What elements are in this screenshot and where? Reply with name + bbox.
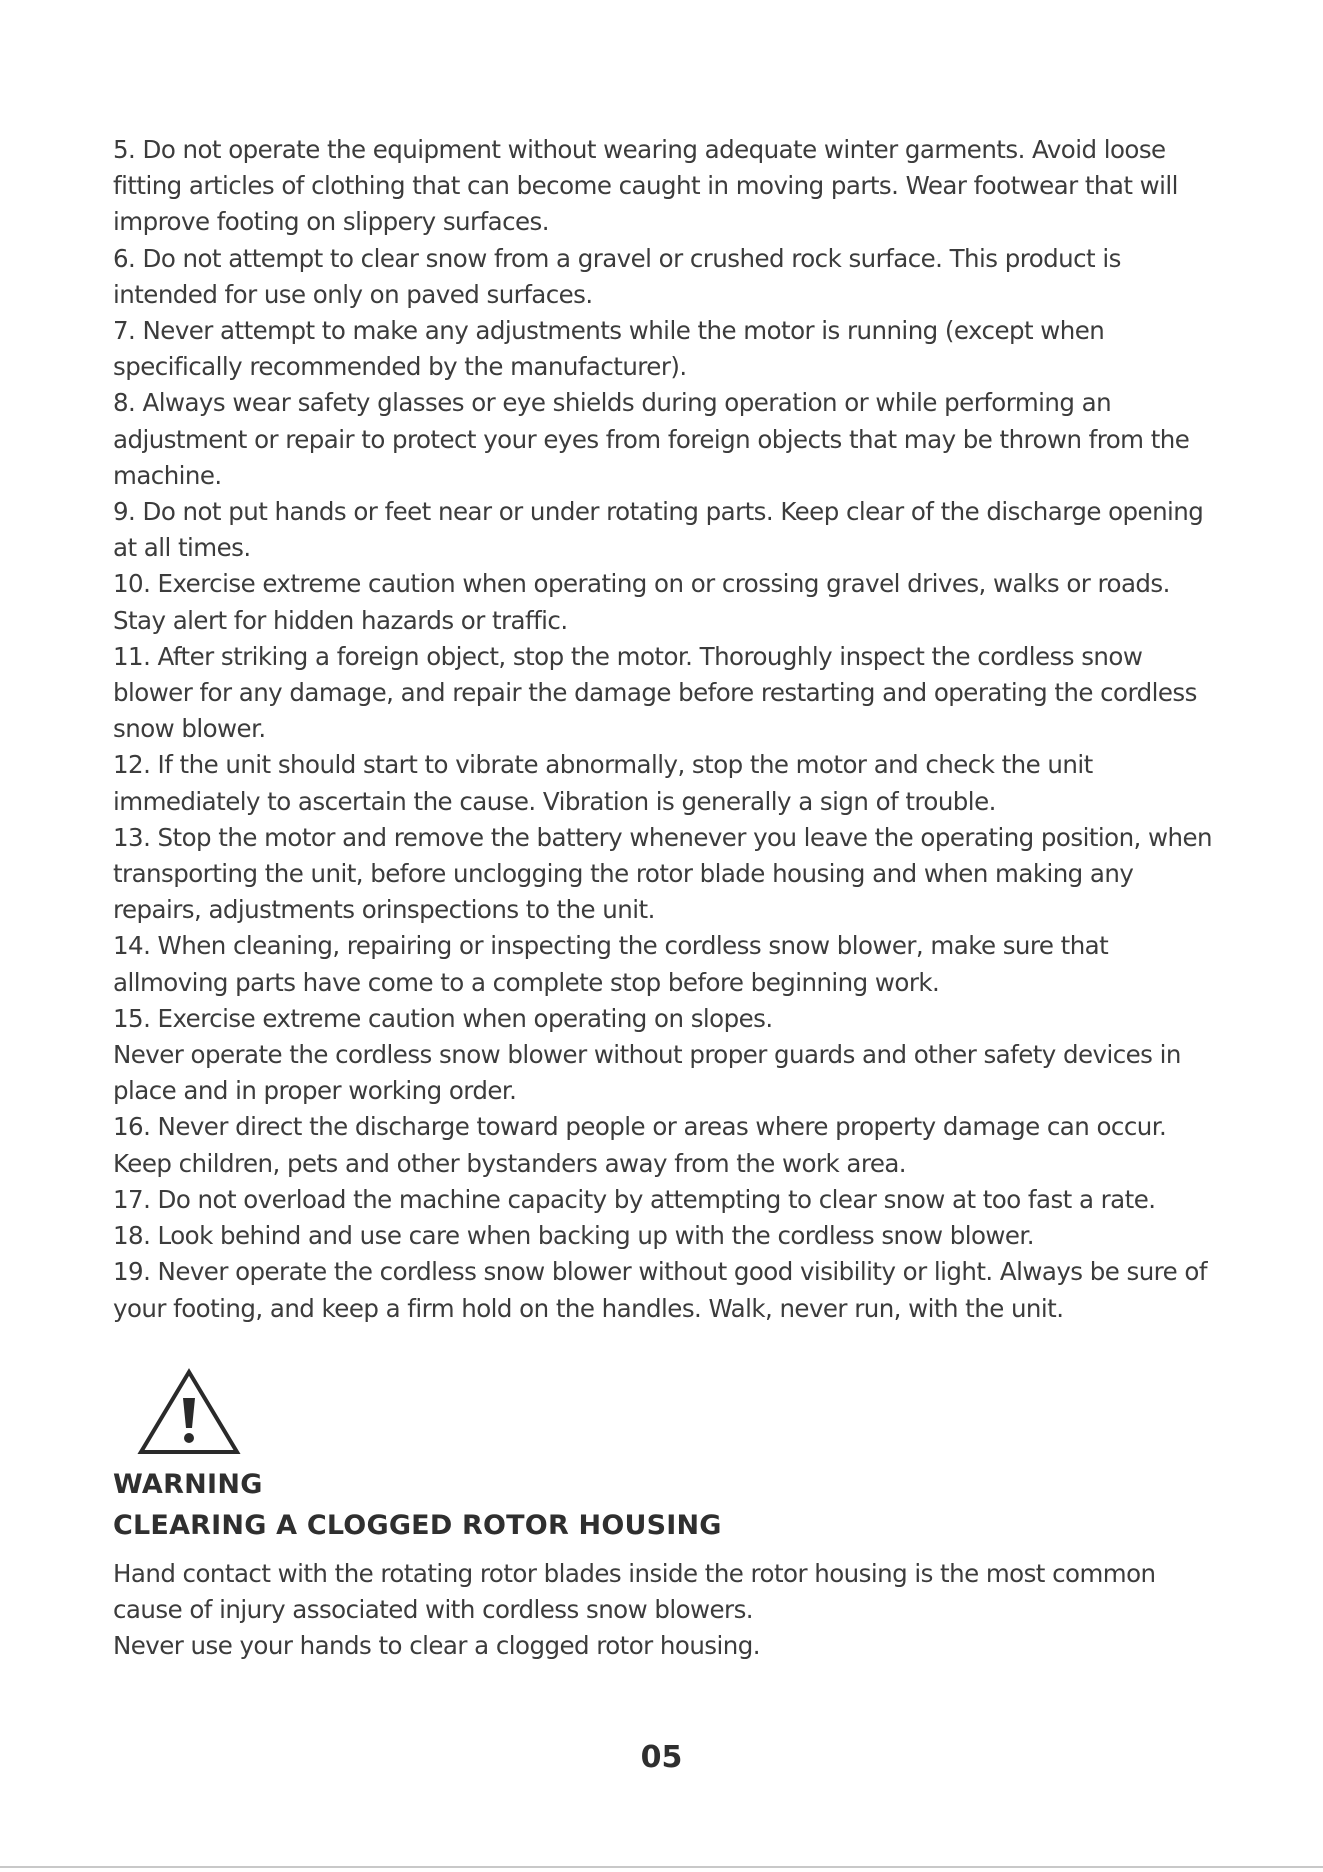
safety-rule-7: 7. Never attempt to make any adjustments while the motor is running (except when specifically recommended by the manufacturer). [113, 316, 1105, 382]
safety-rule-15: 15. Exercise extreme caution when operating on slopes. [113, 1003, 773, 1033]
safety-rule-18: 18. Look behind and use care when backing up with the cordless snow blower. [113, 1221, 1034, 1251]
safety-rule-5: 5. Do not operate the equipment without wearing adequate winter garments. Avoid loose fitting articles of clothing that can become caught in moving parts. Wear footwear that will improve footing on slippery surfaces. [113, 135, 1178, 237]
page-number: 05 [640, 1740, 683, 1775]
warning-triangle-icon [137, 1368, 241, 1456]
safety-rule-16: 16. Never direct the discharge toward people or areas where property damage can occur. Keep children, pets and other bystanders away from the work area. [113, 1112, 1167, 1178]
safety-rule-9: 9. Do not put hands or feet near or under rotating parts. Keep clear of the discharge opening at all times. [113, 497, 1204, 563]
safety-rule-12: 12. If the unit should start to vibrate abnormally, stop the motor and check the unit immediately to ascertain the cause. Vibration is generally a sign of trouble. [113, 750, 1093, 816]
bottom-divider [0, 1866, 1323, 1868]
warning-title: WARNING [113, 1469, 263, 1500]
warning-body-line: Hand contact with the rotating rotor blades inside the rotor housing is the most common cause of injury associated with cordless snow blowers. [113, 1559, 1156, 1625]
safety-rules-list [113, 132, 1213, 1327]
safety-rule-10: 10. Exercise extreme caution when operating on or crossing gravel drives, walks or roads. Stay alert for hidden hazards or traffic. [113, 569, 1170, 635]
safety-rule-11: 11. After striking a foreign object, stop the motor. Thoroughly inspect the cordless snow blower for any damage, and repair the damage before restarting and operating the cordless snow blower. [113, 641, 1197, 744]
warning-section [113, 1368, 1213, 1665]
warning-subtitle: CLEARING A CLOGGED ROTOR HOUSING [113, 1510, 722, 1541]
safety-rule-15-continued: Never operate the cordless snow blower without proper guards and other safety devices in place and in proper working order. [113, 1040, 1181, 1106]
safety-rule-6: 6. Do not attempt to clear snow from a gravel or crushed rock surface. This product is intended for use only on paved surfaces. [113, 243, 1121, 309]
safety-rule-17: 17. Do not overload the machine capacity by attempting to clear snow at too fast a rate. [113, 1184, 1156, 1214]
safety-rule-14: 14. When cleaning, repairing or inspecting the cordless snow blower, make sure that allmoving parts have come to a complete stop before beginning work. [113, 931, 1109, 997]
warning-body [113, 1556, 1213, 1665]
safety-rule-13: 13. Stop the motor and remove the battery whenever you leave the operating position, when transporting the unit, before unclogging the rotor blade housing and when making any repairs, adjustments orinspections to the unit. [113, 822, 1212, 925]
safety-rule-19: 19. Never operate the cordless snow blower without good visibility or light. Always be sure of your footing, and keep a firm hold on the handles. Walk, never run, with the unit. [113, 1257, 1207, 1323]
safety-rule-8: 8. Always wear safety glasses or eye shields during operation or while performing an adjustment or repair to protect your eyes from foreign objects that may be thrown from the machine. [113, 388, 1190, 490]
warning-body-line: Never use your hands to clear a clogged rotor housing. [113, 1631, 760, 1661]
